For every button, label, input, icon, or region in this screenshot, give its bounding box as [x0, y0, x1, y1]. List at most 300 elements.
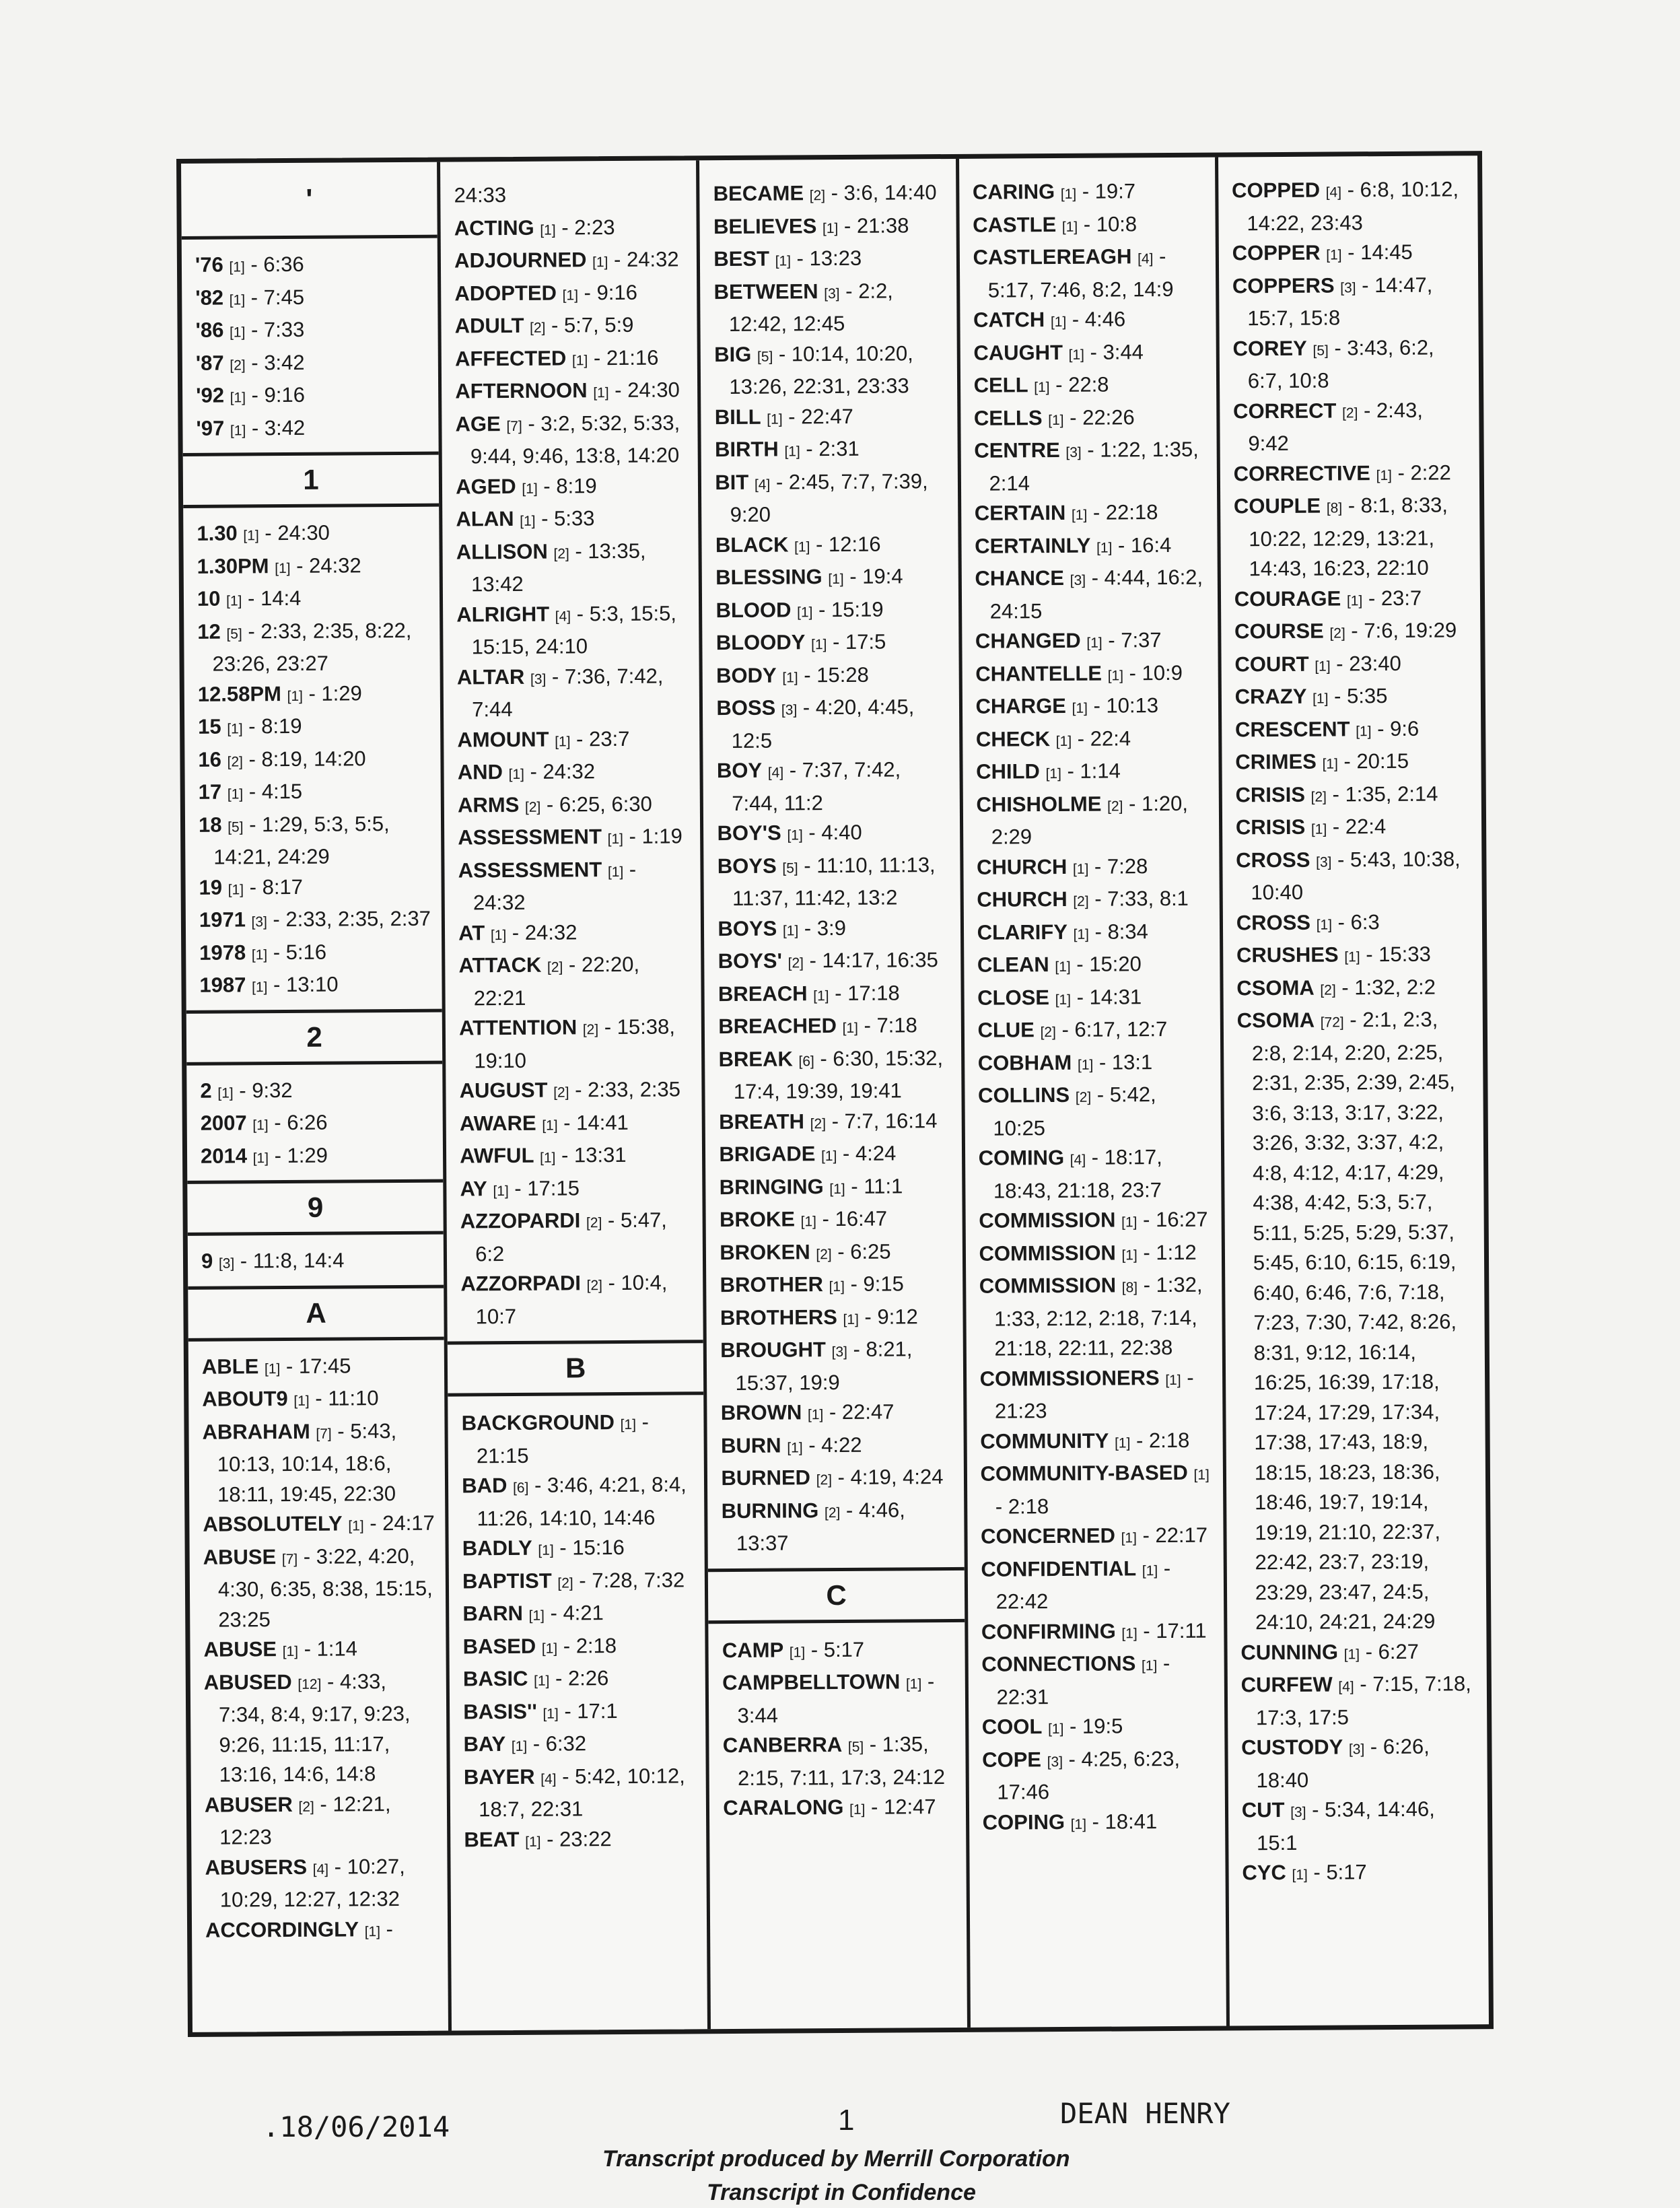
entry-term: CUSTODY: [1241, 1735, 1343, 1760]
entry-references: - 24:32: [512, 920, 578, 944]
index-entry: [204, 1666, 438, 1790]
section-letter-heading: ': [181, 162, 438, 240]
entry-references: - 22:20, 22:21: [473, 952, 640, 1010]
entry-term: BOYS': [718, 948, 783, 973]
entry-term: COMMISSION: [979, 1208, 1116, 1233]
entry-count: [3]: [831, 1344, 848, 1360]
entry-references: - 2:18: [563, 1633, 617, 1658]
entry-count: [12]: [298, 1676, 322, 1692]
entry-references: - 2:26: [555, 1666, 609, 1690]
index-entry: [715, 529, 946, 563]
entry-term: BELIEVES: [713, 213, 817, 238]
entry-term: ABRAHAM: [202, 1419, 310, 1444]
entry-references: - 5:7, 5:9: [551, 312, 634, 337]
entry-term: BAD: [462, 1474, 508, 1498]
entry-term: AUGUST: [459, 1078, 548, 1103]
entry-count: [1]: [1316, 917, 1333, 933]
index-entry: [200, 1074, 433, 1109]
entry-term: CENTRE: [974, 438, 1060, 462]
entry-count: [1]: [542, 1706, 559, 1722]
index-entry: [720, 1204, 950, 1238]
index-entry: [980, 1425, 1210, 1459]
section-letter-heading: B: [448, 1340, 704, 1396]
entry-references: - 22:4: [1077, 726, 1131, 751]
entry-references: - 12:21, 12:23: [219, 1791, 391, 1849]
index-entry: [197, 550, 430, 584]
entry-references: - 7:7, 16:14: [831, 1108, 938, 1133]
entry-count: [2]: [810, 1115, 827, 1132]
entry-term: ASSESSMENT: [458, 857, 602, 882]
entry-term: BROTHER: [720, 1272, 824, 1297]
entry-term: CRAZY: [1234, 684, 1307, 709]
entry-count: [1]: [230, 390, 246, 406]
entry-references: - 9:12: [864, 1304, 918, 1329]
entry-count: [2]: [809, 188, 826, 204]
entry-term: AMOUNT: [457, 727, 549, 751]
entry-count: [7]: [281, 1551, 298, 1567]
index-entry: [460, 1140, 690, 1174]
entry-count: [1]: [1356, 723, 1372, 739]
entry-references: - 8:34: [1094, 919, 1148, 944]
entry-references: - 7:45: [250, 285, 305, 309]
entry-term: AZZOPARDI: [460, 1208, 581, 1233]
entry-references: - 7:6, 19:29: [1351, 618, 1457, 643]
entry-count: [1]: [787, 1439, 803, 1455]
entry-count: [2]: [1107, 798, 1123, 815]
entry-count: [1]: [275, 560, 291, 576]
index-entry: [458, 949, 689, 1013]
index-entry: [720, 1269, 950, 1303]
entry-term: 1.30PM: [197, 553, 269, 578]
entry-count: [1]: [784, 444, 800, 460]
entry-references: - 8:1, 8:33, 10:22, 12:29, 13:21, 14:43, 16:23, 22:10: [1249, 493, 1448, 581]
entry-count: [1]: [1310, 821, 1327, 837]
index-entry: [720, 1302, 950, 1336]
index-entry: [1234, 490, 1468, 584]
entry-count: [4]: [1138, 251, 1154, 267]
entry-count: [1]: [227, 721, 243, 737]
entry-count: [1]: [252, 979, 268, 996]
entry-term: CAUGHT: [973, 340, 1063, 365]
index-entry: [1235, 714, 1469, 748]
index-entry: [717, 755, 948, 819]
entry-references: - 21:23: [994, 1365, 1194, 1423]
entry-references: - 5:3, 15:5, 15:15, 24:10: [471, 600, 677, 659]
section-letter-heading: 9: [187, 1179, 444, 1236]
index-entry: [1234, 458, 1467, 492]
entry-term: CUNNING: [1240, 1639, 1339, 1664]
index-entry: [975, 563, 1205, 627]
entry-term: 18: [198, 813, 222, 837]
index-entry: [454, 212, 685, 246]
entry-term: 9: [201, 1249, 213, 1273]
index-entry: [199, 936, 432, 971]
entry-count: [1]: [287, 688, 304, 704]
index-entry: [713, 243, 944, 277]
index-entry: [456, 503, 686, 537]
entry-references: - 1:29: [308, 681, 362, 705]
entry-term: BOYS: [717, 854, 777, 878]
index-entry: [462, 1532, 693, 1566]
entry-references: - 22:26: [1070, 405, 1135, 429]
entry-count: [3]: [530, 671, 547, 687]
entry-references: - 6:25, 6:30: [546, 792, 652, 817]
entry-references: - 6:17, 12:7: [1061, 1017, 1168, 1041]
entry-count: [1]: [810, 637, 827, 653]
index-entry: [981, 1616, 1212, 1650]
entry-count: [1]: [829, 1278, 845, 1295]
entry-count: [1]: [607, 831, 624, 848]
entry-count: [1]: [511, 1738, 528, 1755]
entry-term: BLACK: [715, 532, 789, 557]
entry-references: - 2:33, 2:35: [575, 1077, 681, 1102]
index-entry: [1234, 615, 1468, 650]
entry-references: - 5:17: [1313, 1860, 1367, 1884]
entry-term: BODY: [715, 663, 777, 687]
entry-count: [4]: [767, 765, 784, 781]
entry-count: [5]: [757, 349, 773, 365]
entry-count: [4]: [312, 1861, 329, 1877]
entry-term: BASED: [462, 1634, 536, 1658]
index-column: [959, 158, 1230, 2028]
entry-references: - 15:19: [818, 597, 884, 621]
index-entry: [1236, 939, 1470, 973]
index-entry: [719, 1138, 949, 1173]
entry-count: [2]: [524, 799, 541, 815]
index-entry: [980, 1458, 1211, 1522]
entry-references: - 22:31: [996, 1651, 1170, 1709]
entry-term: ALAN: [456, 506, 514, 531]
entry-term: CELLS: [973, 405, 1043, 430]
entry-count: [1]: [1376, 467, 1393, 483]
entry-term: COMMISSIONERS: [979, 1365, 1160, 1391]
entry-references: - 1:14: [304, 1636, 358, 1661]
entry-count: [1]: [520, 513, 536, 529]
entry-references: - 6:27: [1365, 1639, 1420, 1663]
index-entry: [982, 1744, 1213, 1807]
entry-term: 2: [200, 1078, 212, 1103]
entry-count: [1]: [849, 1801, 866, 1818]
entry-references: - 1:12: [1143, 1240, 1197, 1264]
entry-count: [1]: [1142, 1562, 1158, 1579]
entry-references: - 5:42, 10:25: [993, 1082, 1156, 1140]
entry-references: - 8:19: [543, 473, 597, 498]
entry-term: BASIC: [462, 1666, 528, 1691]
entry-references: - 5:16: [273, 940, 327, 964]
index-entry: [981, 1649, 1212, 1713]
entry-term: BETWEEN: [713, 279, 818, 304]
index-entry: [455, 310, 685, 344]
entry-term: COPE: [982, 1747, 1042, 1772]
index-entry: [713, 276, 944, 340]
index-entry: [203, 1634, 436, 1668]
entry-term: BROWN: [720, 1400, 802, 1425]
index-entry: [1236, 972, 1470, 1006]
entry-references: - 4:33, 7:34, 8:4, 9:17, 9:23, 9:26, 11:15, 11:17, 13:16, 14:6, 14:8: [219, 1669, 411, 1787]
entry-term: ARMS: [457, 792, 520, 817]
entry-references: -: [386, 1917, 394, 1941]
entry-term: BOY: [716, 758, 763, 783]
entry-term: COPPER: [1232, 240, 1321, 265]
entry-term: COPPED: [1232, 178, 1321, 203]
index-entry: [981, 1553, 1212, 1617]
index-entry: [455, 375, 685, 409]
entry-count: [8]: [1121, 1280, 1138, 1296]
entry-references: - 13:10: [273, 972, 339, 997]
entry-references: - 6:36: [250, 252, 304, 277]
entry-count: [1]: [1072, 861, 1089, 877]
entry-term: ABUSERS: [205, 1855, 308, 1879]
index-entry: [1237, 1004, 1475, 1638]
entry-count: [1]: [227, 786, 244, 802]
entry-references: - 22:18: [1092, 500, 1158, 524]
index-entry: [197, 583, 430, 617]
entry-count: [1]: [607, 864, 624, 880]
index-entry: [463, 1728, 693, 1762]
entry-count: [3]: [1340, 279, 1356, 296]
entry-term: '82: [195, 285, 224, 310]
entry-references: - 3:42: [251, 415, 306, 440]
section-letter-heading: 2: [186, 1008, 443, 1065]
entry-count: [1]: [364, 1923, 381, 1939]
entry-references: - 4:22: [808, 1433, 862, 1457]
entry-term: CHARGE: [975, 693, 1067, 718]
entry-term: BREACH: [718, 981, 808, 1006]
index-entry: [722, 1495, 952, 1559]
index-entry: [715, 467, 946, 530]
entry-count: [2]: [1320, 981, 1336, 998]
entry-references: - 5:42, 10:12, 18:7, 22:31: [479, 1763, 685, 1822]
entry-references: - 24:30: [615, 378, 680, 403]
entry-count: [1]: [522, 481, 538, 497]
entry-count: [1]: [525, 1834, 541, 1850]
index-entry: [1235, 779, 1469, 813]
entry-references: - 1:22, 1:35, 2:14: [989, 437, 1199, 495]
entry-count: [1]: [807, 1407, 824, 1423]
entry-count: [1]: [282, 1643, 299, 1660]
entry-references: - 6:26: [274, 1110, 328, 1135]
entry-term: ASSESSMENT: [458, 825, 602, 850]
index-entry: [195, 249, 428, 283]
index-entry: [974, 435, 1205, 499]
index-entry: [201, 1140, 433, 1174]
entry-term: BURNING: [721, 1498, 819, 1523]
entry-term: CROSS: [1236, 848, 1310, 872]
entry-count: [3]: [1047, 1754, 1063, 1770]
entry-count: [1]: [226, 593, 242, 609]
entry-references: - 1:35, 2:14: [1332, 782, 1438, 806]
index-entry: [457, 661, 688, 725]
entry-references: - 11:8, 14:4: [240, 1248, 345, 1273]
index-entry: [197, 615, 431, 679]
entry-references: - 12:47: [870, 1795, 936, 1819]
entry-references: - 1:35, 2:15, 7:11, 17:3, 24:12: [737, 1732, 946, 1790]
entry-references: - 24:32: [530, 759, 596, 784]
entry-count: [2]: [557, 1575, 573, 1591]
entry-count: [1]: [782, 669, 798, 686]
entry-term: CARALONG: [723, 1795, 844, 1820]
entry-references: - 18:17, 18:43, 21:18, 23:7: [993, 1145, 1162, 1203]
index-entry: [462, 1470, 693, 1533]
entry-term: AND: [457, 760, 503, 784]
entry-references: - 3:46, 4:21, 8:4, 11:26, 14:10, 14:46: [477, 1472, 687, 1530]
entry-term: COLLINS: [978, 1082, 1070, 1107]
index-entry: [975, 658, 1205, 692]
entry-references: - 8:17: [249, 874, 304, 899]
entry-references: - 2:22: [1397, 460, 1451, 485]
entry-references: - 7:36, 7:42, 7:44: [472, 664, 664, 722]
entry-references: - 1:20, 2:29: [991, 791, 1189, 849]
entry-term: BIG: [714, 342, 752, 366]
entry-term: ACCORDINGLY: [205, 1917, 359, 1942]
index-entry: [1233, 395, 1467, 459]
index-entry: [201, 1107, 433, 1142]
index-entry: [981, 1521, 1211, 1555]
entry-references: - 3:9: [804, 916, 846, 940]
entry-term: COMMISSION: [979, 1241, 1116, 1266]
entry-references: - 22:47: [788, 404, 853, 428]
entry-count: [2]: [824, 1505, 841, 1521]
entry-count: [1]: [800, 1214, 817, 1230]
entry-term: CAMPBELLTOWN: [722, 1669, 901, 1695]
entry-term: BROKE: [719, 1207, 796, 1232]
index-entry: [195, 281, 428, 316]
index-entry: [1234, 648, 1468, 683]
entry-count: [4]: [1338, 1679, 1354, 1695]
entry-term: CRIMES: [1235, 749, 1317, 774]
index-entry: [198, 711, 431, 745]
entry-count: [1]: [528, 1608, 545, 1624]
entry-references: - 17:5: [832, 629, 886, 654]
entry-term: CLOSE: [977, 985, 1050, 1010]
entry-count: [4]: [555, 608, 571, 625]
entry-references: - 2:33, 2:35, 2:37: [273, 906, 431, 932]
index-entry: [977, 851, 1207, 885]
entry-term: CATCH: [973, 308, 1045, 332]
entry-references: - 10:13: [1093, 693, 1159, 718]
index-entry: [463, 1630, 693, 1665]
index-entry: [456, 471, 686, 505]
entry-references: - 14:4: [247, 586, 302, 611]
entry-references: - 24:30: [265, 520, 330, 545]
entry-references: - 23:7: [1368, 586, 1422, 610]
entry-references: - 5:47, 6:2: [475, 1208, 667, 1266]
entry-term: CHISHOLME: [976, 792, 1102, 817]
entry-count: [1]: [252, 1117, 269, 1134]
entry-count: [1]: [1061, 219, 1078, 235]
entry-term: CRISIS: [1235, 782, 1306, 806]
entry-count: [1]: [1165, 1372, 1181, 1388]
entry-term: BREATH: [719, 1109, 805, 1134]
entry-references: - 15:20: [1076, 952, 1142, 976]
entry-list: [183, 518, 442, 1004]
entry-term: COMMISSION: [979, 1273, 1117, 1298]
entry-count: [1]: [813, 988, 829, 1004]
index-entry: [715, 401, 945, 436]
entry-term: CHURCH: [976, 854, 1068, 879]
entry-references: - 14:41: [563, 1110, 629, 1135]
entry-term: CSOMA: [1236, 975, 1315, 1000]
entry-term: CONNECTIONS: [981, 1651, 1136, 1676]
index-column: [181, 162, 452, 2032]
entry-references: - 1:29: [274, 1143, 328, 1167]
entry-references: - 9:15: [850, 1272, 904, 1296]
entry-term: CLUE: [977, 1018, 1035, 1042]
entry-references: - 14:45: [1348, 240, 1413, 265]
entry-term: COUPLE: [1233, 493, 1321, 518]
entry-list: [973, 176, 1213, 1840]
entry-count: [1]: [534, 1673, 550, 1689]
index-entry: [977, 916, 1208, 951]
entry-count: [1]: [293, 1393, 310, 1409]
entry-term: BREACHED: [718, 1014, 837, 1039]
entry-count: [4]: [540, 1771, 557, 1787]
entry-count: [1]: [542, 1117, 558, 1134]
entry-term: CHILD: [976, 759, 1041, 784]
entry-count: [1]: [243, 528, 259, 544]
entry-term: ABUSE: [203, 1544, 277, 1569]
entry-count: [3]: [1070, 572, 1086, 588]
index-entry: [975, 691, 1205, 725]
entry-term: AFTERNOON: [455, 378, 588, 403]
witness-name: DEAN HENRY: [1060, 2097, 1230, 2130]
entry-references: - 16:4: [1117, 532, 1172, 557]
entry-count: [1]: [541, 1641, 558, 1657]
entry-references: - 13:1: [1098, 1049, 1153, 1074]
entry-term: CRUSHES: [1236, 942, 1339, 967]
entry-count: [1]: [797, 604, 813, 620]
entry-term: '92: [196, 383, 225, 407]
entry-references: - 12:16: [815, 532, 881, 556]
entry-count: [1]: [820, 1148, 837, 1165]
entry-references: 24:33: [454, 183, 507, 207]
entry-term: BOSS: [716, 695, 776, 720]
entry-count: [1]: [538, 1542, 554, 1558]
entry-references: - 10:4, 10:7: [475, 1270, 668, 1328]
index-entry: [198, 678, 431, 712]
index-entry: [1232, 270, 1467, 334]
index-entry: [982, 1711, 1212, 1746]
entry-references: - 15:28: [804, 662, 869, 687]
entry-references: - 24:17: [370, 1511, 435, 1536]
entry-term: AGE: [455, 411, 501, 436]
index-column: [1218, 156, 1489, 2026]
entry-term: AY: [460, 1176, 487, 1200]
entry-term: BIRTH: [714, 437, 779, 462]
entry-count: [1]: [229, 259, 245, 275]
entry-references: - 15:16: [559, 1535, 625, 1560]
entry-references: - 4:20, 4:45, 12:5: [731, 695, 915, 753]
index-entry: [723, 1729, 954, 1793]
entry-references: - 3:43, 6:2, 6:7, 10:8: [1247, 335, 1434, 393]
entry-references: - 11:1: [851, 1173, 903, 1198]
entry-count: [5]: [847, 1739, 864, 1755]
entry-references: - 2:45, 7:7, 7:39, 9:20: [730, 469, 928, 526]
index-entry: [199, 808, 432, 872]
entry-count: [1]: [1107, 667, 1124, 684]
index-entry: [718, 945, 948, 979]
entry-references: - 14:17, 16:35: [809, 948, 938, 973]
entry-references: - 2:2, 12:42, 12:45: [728, 278, 893, 336]
confidentiality-note: Transcript in Confidence: [707, 2180, 976, 2205]
entry-references: - 14:47, 15:7, 15:8: [1247, 273, 1433, 331]
entry-references: - 17:1: [564, 1698, 618, 1723]
entry-term: CYC: [1242, 1860, 1286, 1885]
entry-count: [3]: [824, 285, 840, 302]
index-entry: [460, 1268, 691, 1332]
entry-count: [1]: [1077, 1057, 1094, 1073]
entry-count: [1]: [252, 1150, 269, 1166]
